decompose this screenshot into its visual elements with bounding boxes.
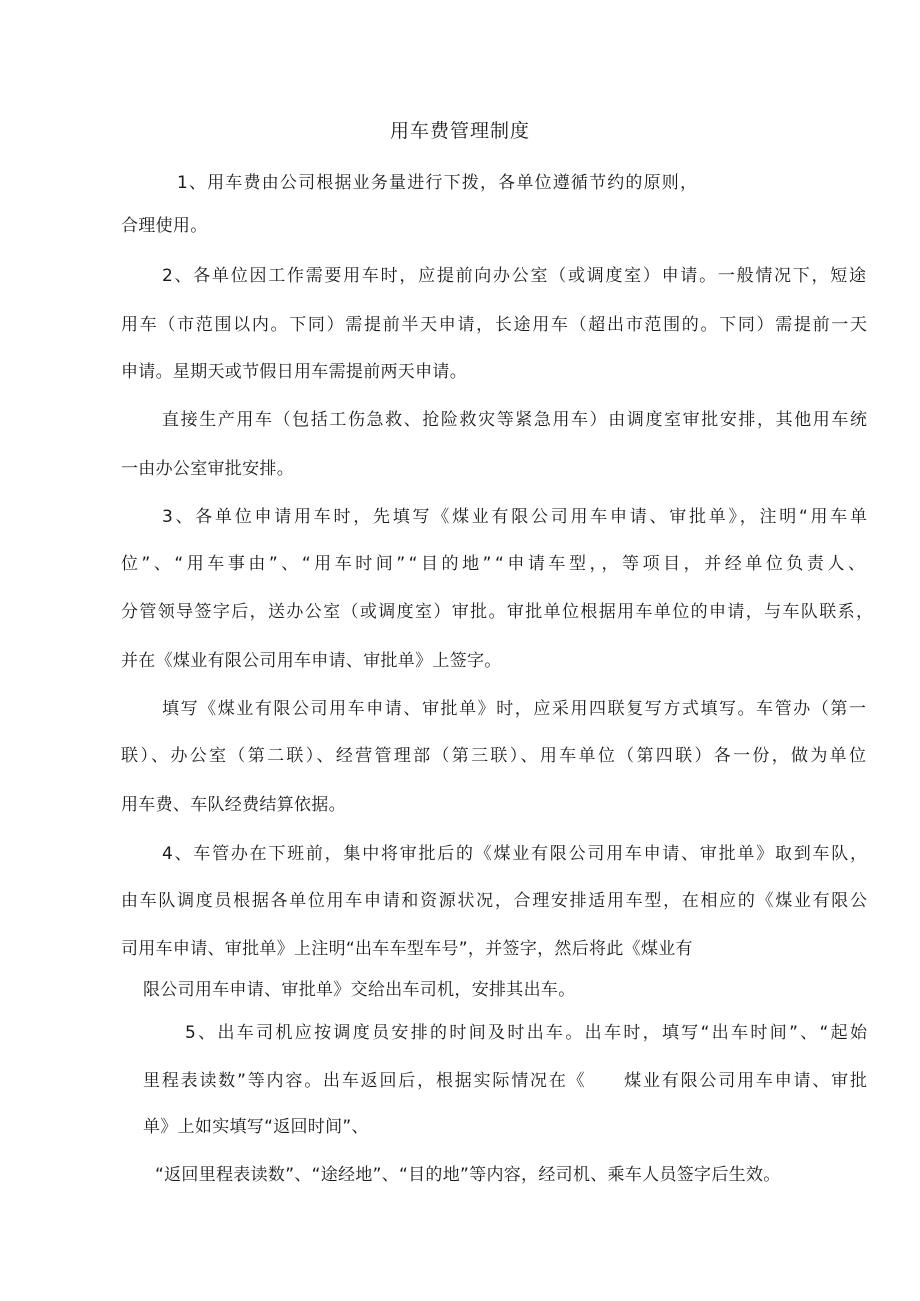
document-title: 用车费管理制度 — [389, 120, 530, 142]
text-line: 2、各单位因工作需要用车时，应提前向办公室（或调度室）申请。一般情况下，短途 — [162, 266, 868, 286]
text-line: 用车（市范围以内。下同）需提前半天申请，长途用车（超出市范围的。下同）需提前一天 — [121, 315, 869, 335]
text-line: 一由办公室审批安排。 — [121, 459, 294, 479]
text-line: 位”、“用车事由”、“用车时间”“目的地”“申请车型，，等项目，并经单位负责人、 — [121, 554, 869, 574]
text-line: 司用车申请、审批单》上注明“出车车型车号”，并签字，然后将此《煤业有 — [121, 939, 693, 959]
text-line: 3、各单位申请用车时，先填写《煤业有限公司用车申请、审批单》，注明“用车单 — [162, 507, 870, 527]
text-line: 由车队调度员根据各单位用车申请和资源状况，合理安排适用车型，在相应的《煤业有限公 — [121, 891, 869, 911]
text-line: 合理使用。 — [121, 216, 208, 236]
text-line: 并在《煤业有限公司用车申请、审批单》上签字。 — [121, 651, 502, 671]
text-line: 填写《煤业有限公司用车申请、审批单》时，应采用四联复写方式填写。车管办（第一 — [162, 699, 868, 719]
text-line: “返回里程表读数”、“途经地”、“目的地”等内容，经司机、乘车人员签字后生效。 — [155, 1165, 781, 1185]
text-line: 1、用车费由公司根据业务量进行下拨，各单位遵循节约的原则， — [177, 173, 699, 193]
text-line: 里程表读数”等内容。出车返回后，根据实际情况在《 煤业有限公司用车申请、审批 — [143, 1071, 869, 1091]
text-line: 分管领导签字后，送办公室（或调度室）审批。审批单位根据用车单位的申请，与车队联系， — [121, 602, 875, 622]
text-line: 联）、办公室（第二联）、经营管理部（第三联）、用车单位（第四联）各一份，做为单位 — [121, 746, 869, 766]
text-line: 5、出车司机应按调度员安排的时间及时出车。出车时，填写“出车时间”、“起始 — [185, 1023, 870, 1043]
text-line: 单》上如实填写“返回时间”、 — [143, 1117, 369, 1137]
text-line: 限公司用车申请、审批单》交给出车司机，安排其出车。 — [143, 980, 576, 1000]
text-line: 直接生产用车（包括工伤急救、抢险救灾等紧急用车）由调度室审批安排，其他用车统 — [162, 410, 869, 430]
text-line: 4、车管办在下班前，集中将审批后的《煤业有限公司用车申请、审批单》取到车队， — [162, 844, 869, 864]
text-line: 用车费、车队经费结算依据。 — [121, 795, 346, 815]
text-line: 申请。星期天或节假日用车需提前两天申请。 — [121, 362, 467, 382]
